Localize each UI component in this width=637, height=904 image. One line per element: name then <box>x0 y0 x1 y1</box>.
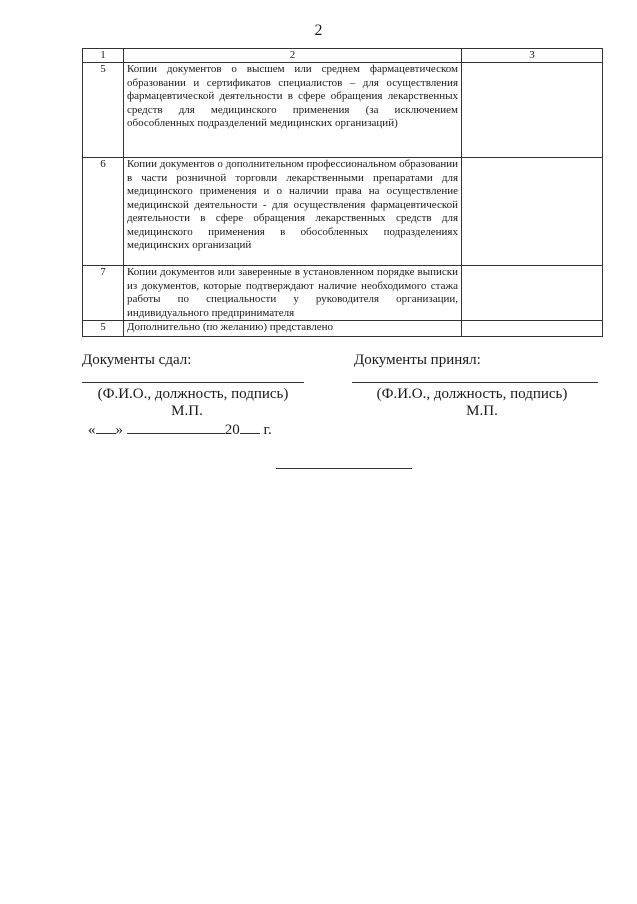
row-extra <box>462 158 603 266</box>
submitted-title: Документы сдал: <box>82 352 192 368</box>
row-extra <box>462 321 603 337</box>
row-number: 5 <box>83 63 124 158</box>
accepted-title: Документы принял: <box>354 352 481 368</box>
row-number: 6 <box>83 158 124 266</box>
documents-table <box>82 48 603 337</box>
row-number: 5 <box>83 321 124 337</box>
submitted-signature-line <box>82 382 304 383</box>
day-blank <box>96 421 116 434</box>
table-row <box>83 158 603 266</box>
table-header-cell: 3 <box>462 49 603 63</box>
row-description: Копии документов о высшем или среднем фармацевтическом образовании и сертификатов специалистов – для осуществления фармацевтической деятельности в сфере обращения лекарственных средств для медицинского применения (за исключением обособленных подразделений медицинских организаций) <box>124 63 462 158</box>
page-number: 2 <box>314 22 323 39</box>
year-blank <box>240 421 260 434</box>
row-description: Дополнительно (по желанию) представлено <box>124 321 462 337</box>
table-header-cell: 1 <box>83 49 124 63</box>
year-prefix: 20 <box>224 422 240 438</box>
row-description: Копии документов о дополнительном профессиональном образовании в части розничной торговли лекарственными препаратами для медицинского применения и о наличии права на осуществление медицинской деятельности - для осуществления фармацевтической деятельности в сфере обращения лекарственных средств для медицинского применения в обособленных подразделениях медицинских организаций <box>124 158 462 266</box>
date-open-quote: « <box>88 422 96 438</box>
table-header-row <box>83 49 603 63</box>
month-blank <box>127 421 225 434</box>
table-row <box>83 63 603 158</box>
year-suffix: г. <box>263 422 272 438</box>
table-header-cell: 2 <box>124 49 462 63</box>
accepted-caption: (Ф.И.О., должность, подпись) <box>376 386 568 402</box>
date-close-quote: » <box>115 422 123 438</box>
accepted-signature-line <box>352 382 598 383</box>
row-number: 7 <box>83 266 124 321</box>
submitted-stamp: М.П. <box>171 403 203 419</box>
table-row <box>83 321 603 337</box>
accepted-stamp: М.П. <box>466 403 498 419</box>
row-description: Копии документов или заверенные в установленном порядке выписки из документов, которые подтверждают наличие необходимого стажа работы по специальности у руководителя организации, индивидуального предпринимателя <box>124 266 462 321</box>
row-extra <box>462 266 603 321</box>
closing-line <box>276 468 412 469</box>
submitted-caption: (Ф.И.О., должность, подпись) <box>97 386 289 402</box>
row-extra <box>462 63 603 158</box>
date-field <box>88 421 272 439</box>
table-row <box>83 266 603 321</box>
